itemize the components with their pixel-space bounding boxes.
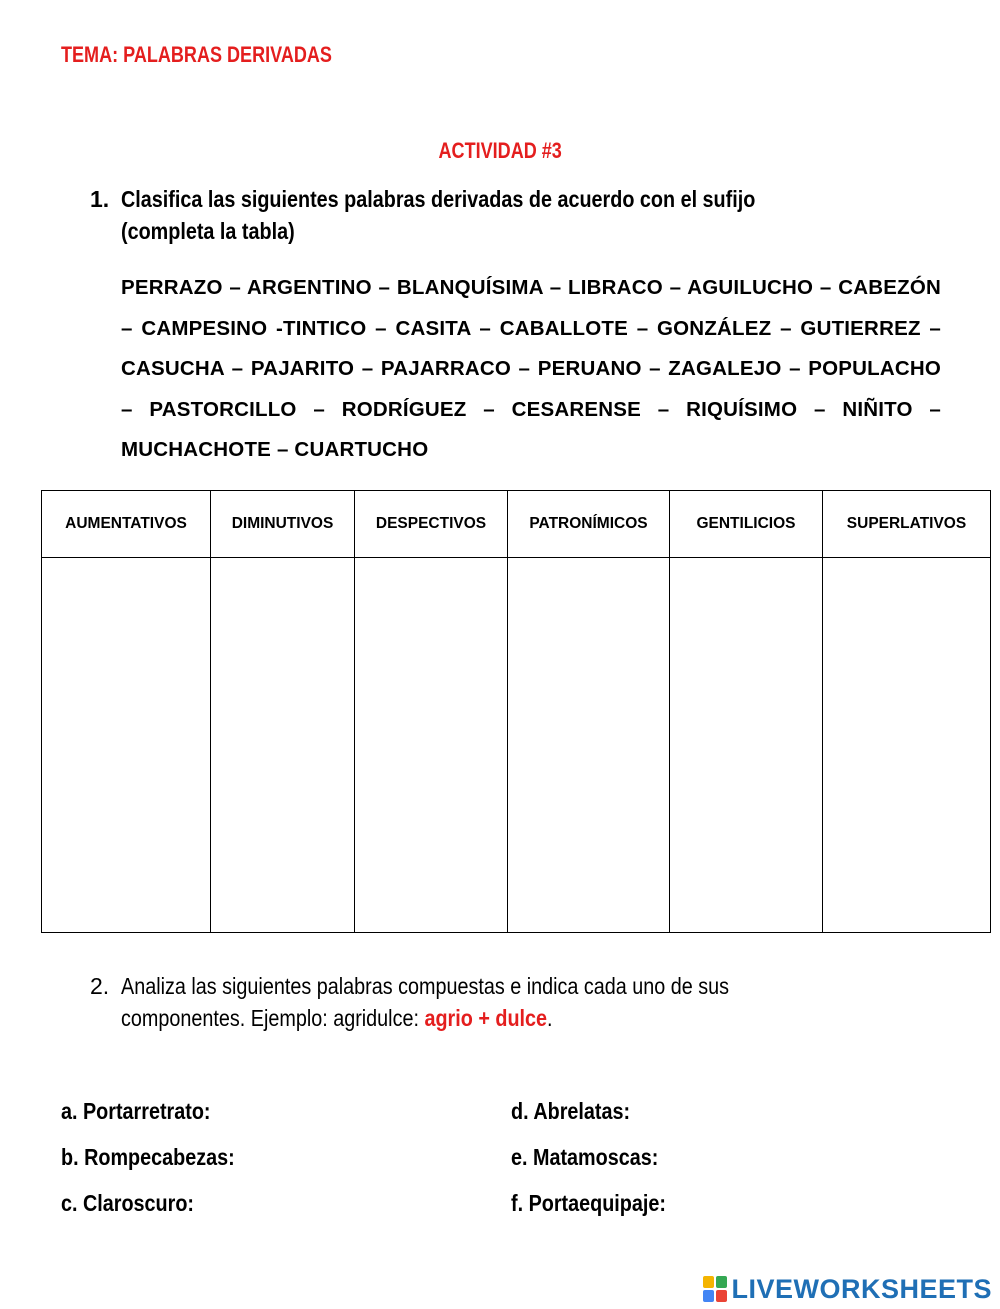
item-f-portaequipaje: f. Portaequipaje: [511,1190,666,1216]
answer-cell-patronimicos[interactable] [508,558,670,933]
item-b-rompecabezas: b. Rompecabezas: [61,1144,235,1170]
column-header-gentilicios: GENTILICIOS [670,491,823,558]
liveworksheets-logo-text: LIVEWORKSHEETS [731,1273,992,1304]
logo-square-3 [703,1290,714,1302]
item-d-abrelatas: d. Abrelatas: [511,1098,631,1124]
liveworksheets-logo-icon [703,1276,727,1302]
logo-square-2 [716,1276,727,1288]
word-list: PERRAZO – ARGENTINO – BLANQUÍSIMA – LIBRACO – AGUILUCHO – CABEZÓN – CAMPESINO -TINTICO – CASITA – CABALLOTE – GONZÁLEZ – GUTIERREZ – CASUCHA – PAJARITO – PAJARRACO – PERUANO – ZAGALEJO – POPULACHO – PASTORCILLO – RODRÍGUEZ – CESARENSE – RIQUÍSIMO – NIÑITO – MUCHACHOTE – CUARTUCHO [121,276,941,461]
example-answer: agrio + dulce [424,1005,548,1031]
topic-title: TEMA: PALABRAS DERIVADAS [61,42,332,67]
activity-title [0,138,1000,164]
item-a-portarretrato: a. Portarretrato: [61,1098,211,1124]
liveworksheets-logo [703,1273,992,1305]
column-header-aumentativos: AUMENTATIVOS [42,491,211,558]
answer-cell-despectivos[interactable] [355,558,508,933]
answer-cell-superlativos[interactable] [823,558,991,933]
question-2-number: 2. [90,973,110,999]
logo-square-4 [716,1290,727,1302]
question-2-period: . [547,1005,553,1031]
answer-cell-gentilicios[interactable] [670,558,823,933]
logo-square-1 [703,1276,714,1288]
item-c-claroscuro: c. Claroscuro: [61,1190,195,1216]
question-1-number: 1. [90,186,110,212]
classification-table [41,490,991,933]
column-header-superlativos: SUPERLATIVOS [823,491,991,558]
activity-title-text: ACTIVIDAD #3 [438,138,562,163]
table-answer-row [42,558,991,933]
column-header-diminutivos: DIMINUTIVOS [211,491,355,558]
question-2-text: Analiza las siguientes palabras compuestas e indica cada uno de sus componentes. Ejemplo: agridulce: [121,973,730,1031]
question-1-text: Clasifica las siguientes palabras derivadas de acuerdo con el sufijo (completa la tabla) [121,186,756,244]
item-e-matamoscas: e. Matamoscas: [511,1144,659,1170]
answer-cell-diminutivos[interactable] [211,558,355,933]
column-header-despectivos: DESPECTIVOS [355,491,508,558]
question-2-text-block [121,970,852,1034]
table-header-row [42,491,991,558]
column-header-patronimicos: PATRONÍMICOS [508,491,670,558]
answer-cell-aumentativos[interactable] [42,558,211,933]
